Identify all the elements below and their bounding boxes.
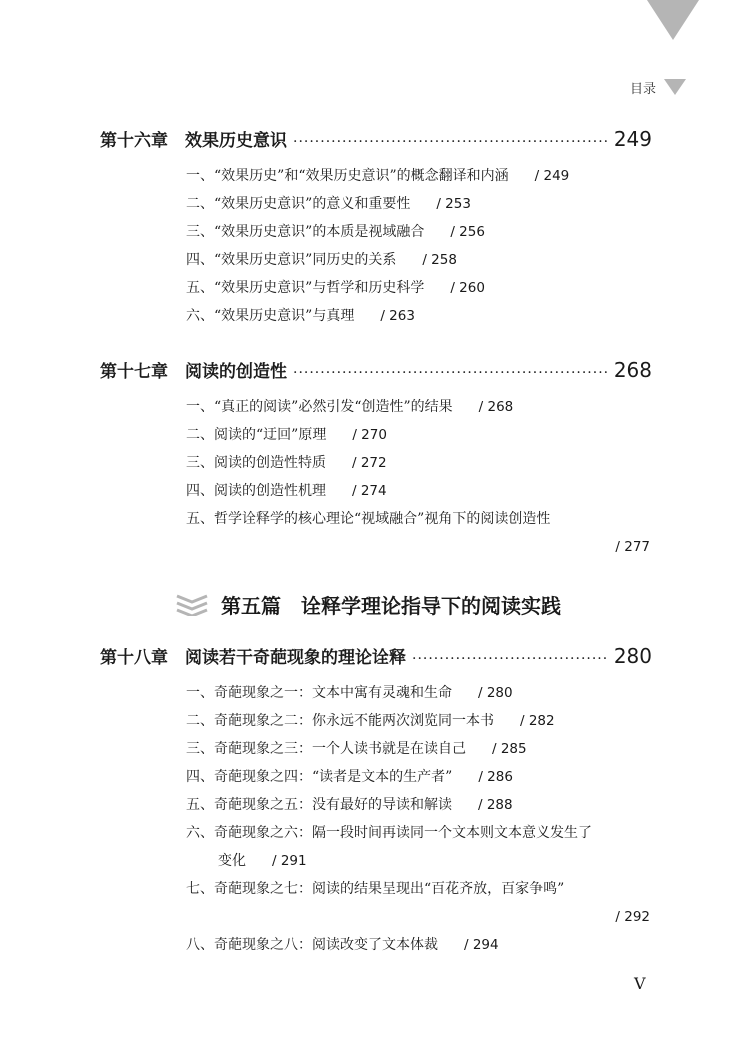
entry-text: 一、“真正的阅读”必然引发“创造性”的结果	[186, 399, 453, 415]
toc-entry[interactable]	[186, 425, 387, 445]
chapter-number: 第十六章	[100, 131, 168, 151]
entry-text: 一、“效果历史”和“效果历史意识”的概念翻译和内涵	[186, 168, 509, 184]
entry-page: / 253	[436, 196, 471, 212]
toc-entry[interactable]	[186, 306, 415, 326]
dot-leader	[293, 365, 608, 381]
chapter-title: 阅读若干奇葩现象的理论诠释	[185, 648, 406, 668]
toc-entry[interactable]	[186, 222, 485, 242]
toc-entry[interactable]	[186, 739, 527, 759]
page-number: V	[634, 974, 646, 993]
entry-text: 六、“效果历史意识”与真理	[186, 308, 355, 324]
chevron-ornament-icon	[175, 592, 209, 616]
chapter-heading[interactable]	[100, 357, 652, 391]
entry-text: 一、奇葩现象之一：文本中寓有灵魂和生命	[186, 685, 452, 701]
chapter-number: 第十八章	[100, 648, 168, 668]
dot-leader	[293, 134, 608, 150]
entry-page: / 268	[478, 399, 514, 415]
entry-text: 三、“效果历史意识”的本质是视域融合	[186, 224, 425, 240]
entry-page: / 292	[615, 909, 650, 925]
entry-page: / 282	[520, 713, 555, 729]
entry-page: / 294	[464, 937, 499, 953]
entry-page: / 258	[422, 252, 457, 268]
entry-text: 六、奇葩现象之六：隔一段时间再读同一个文本则文本意义发生了	[186, 825, 592, 841]
entry-text: 八、奇葩现象之八：阅读改变了文本体裁	[186, 937, 438, 953]
toc-entry[interactable]	[186, 823, 592, 843]
toc-entry[interactable]	[186, 250, 457, 270]
entry-text: 二、“效果历史意识”的意义和重要性	[186, 196, 411, 212]
entry-page: / 277	[615, 539, 650, 555]
toc-entry[interactable]	[186, 194, 471, 214]
entry-text: 五、哲学诠释学的核心理论“视域融合”视角下的阅读创造性	[186, 511, 551, 527]
part-heading[interactable]	[175, 584, 561, 624]
entry-text: 二、奇葩现象之二：你永远不能两次浏览同一本书	[186, 713, 494, 729]
entry-page: / 288	[478, 797, 513, 813]
chapter-page: 249	[613, 127, 652, 151]
toc-entry[interactable]	[186, 767, 513, 787]
entry-page: / 291	[272, 853, 307, 869]
entry-text: 五、奇葩现象之五：没有最好的导读和解读	[186, 797, 452, 813]
chapter-number: 第十七章	[100, 362, 168, 382]
entry-text: 二、阅读的“迂回”原理	[186, 427, 327, 443]
entry-page: / 286	[478, 769, 513, 785]
part-title: 第五篇 诠释学理论指导下的阅读实践	[221, 593, 561, 618]
entry-page: / 256	[450, 224, 485, 240]
toc-entry[interactable]	[186, 879, 564, 899]
toc-entry[interactable]	[186, 795, 513, 815]
entry-page: / 249	[534, 168, 570, 184]
entry-text: 三、奇葩现象之三：一个人读书就是在读自己	[186, 741, 466, 757]
toc-entry[interactable]	[186, 278, 485, 298]
entry-page: / 274	[352, 483, 387, 499]
corner-triangle-decoration	[647, 0, 699, 40]
chapter-title: 阅读的创造性	[185, 362, 287, 382]
entry-text: 四、奇葩现象之四：“读者是文本的生产者”	[186, 769, 453, 785]
chapter-title: 效果历史意识	[185, 131, 287, 151]
chapter-heading[interactable]	[100, 643, 652, 677]
entry-text: 七、奇葩现象之七：阅读的结果呈现出“百花齐放，百家争鸣”	[186, 881, 565, 897]
toc-entry[interactable]	[186, 683, 513, 703]
entry-page: / 285	[492, 741, 527, 757]
toc-entry[interactable]	[186, 453, 387, 473]
dot-leader	[412, 651, 608, 667]
entry-page: / 280	[478, 685, 513, 701]
entry-page: / 260	[450, 280, 485, 296]
toc-entry[interactable]	[186, 711, 555, 731]
toc-entry-continuation[interactable]	[218, 851, 307, 871]
entry-text: 五、“效果历史意识”与哲学和历史科学	[186, 280, 425, 296]
running-header	[630, 77, 686, 97]
chapter-page: 268	[613, 358, 652, 382]
toc-entry[interactable]	[186, 166, 569, 186]
chapter-heading[interactable]	[100, 126, 652, 160]
toc-entry[interactable]	[186, 397, 513, 417]
header-label: 目录	[629, 81, 656, 97]
chapter-page: 280	[613, 644, 652, 668]
entry-text: 四、阅读的创造性机理	[186, 483, 326, 499]
entry-page: / 272	[352, 455, 387, 471]
entry-text: 四、“效果历史意识”同历史的关系	[186, 252, 397, 268]
toc-entry[interactable]	[186, 509, 550, 529]
triangle-marker-icon	[664, 79, 686, 95]
entry-text: 三、阅读的创造性特质	[186, 455, 326, 471]
entry-text-continued: 变化	[218, 853, 246, 869]
toc-entry[interactable]	[186, 481, 387, 501]
toc-entry[interactable]	[186, 935, 499, 955]
entry-page: / 270	[352, 427, 387, 443]
entry-page: / 263	[380, 308, 415, 324]
